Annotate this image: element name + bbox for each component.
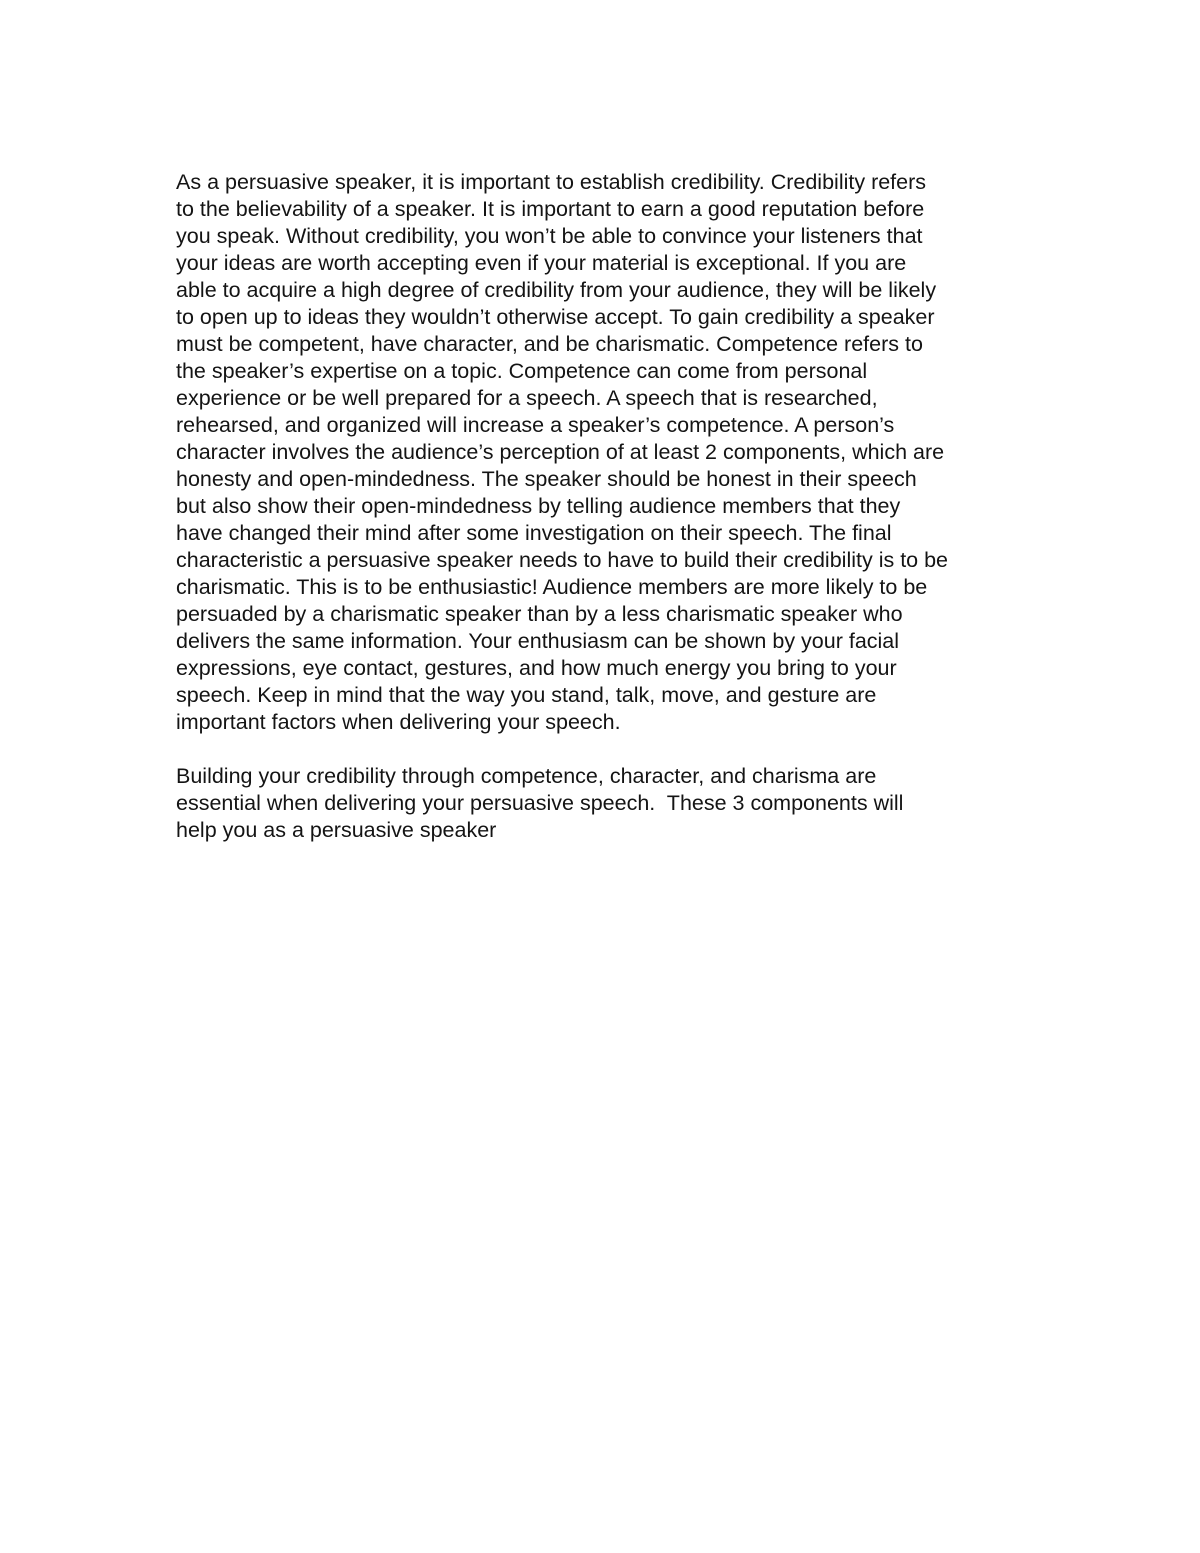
- paragraph-conclusion: Building your credibility through competence, character, and charisma are essential when delivering your persuasive speech. These 3 components will help you as a persuasive speaker: [176, 764, 904, 842]
- paragraph-credibility-overview: As a persuasive speaker, it is important to establish credibility. Credibility refers to the believability of a speaker. It is important to earn a good reputation before you speak. Without credibility, you won’t be able to convince your listeners that your ideas are worth accepting even if your material is exceptional. If you are able to acquire a high degree of credibility from your audience, they will be likely to open up to ideas they wouldn’t otherwise accept. To gain credibility a speaker must be competent, have character, and be charismatic. Competence refers to the speaker’s expertise on a topic. Competence can come from personal experience or be well prepared for a speech. A speech that is researched, rehearsed, and organized will increase a speaker’s competence. A person’s character involves the audience’s perception of at least 2 components, which are honesty and open-mindedness. The speaker should be honest in their speech but also show their open-mindedness by telling audience members that they have changed their mind after some investigation on their speech. The final characteristic a persuasive speaker needs to have to build their credibility is to be charismatic. This is to be enthusiastic! Audience members are more likely to be persuaded by a charismatic speaker than by a less charismatic speaker who delivers the same information. Your enthusiasm can be shown by your facial expressions, eye contact, gestures, and how much energy you bring to your speech. Keep in mind that the way you stand, talk, move, and gesture are important factors when delivering your speech.: [176, 170, 949, 734]
- document-body: [176, 169, 1036, 844]
